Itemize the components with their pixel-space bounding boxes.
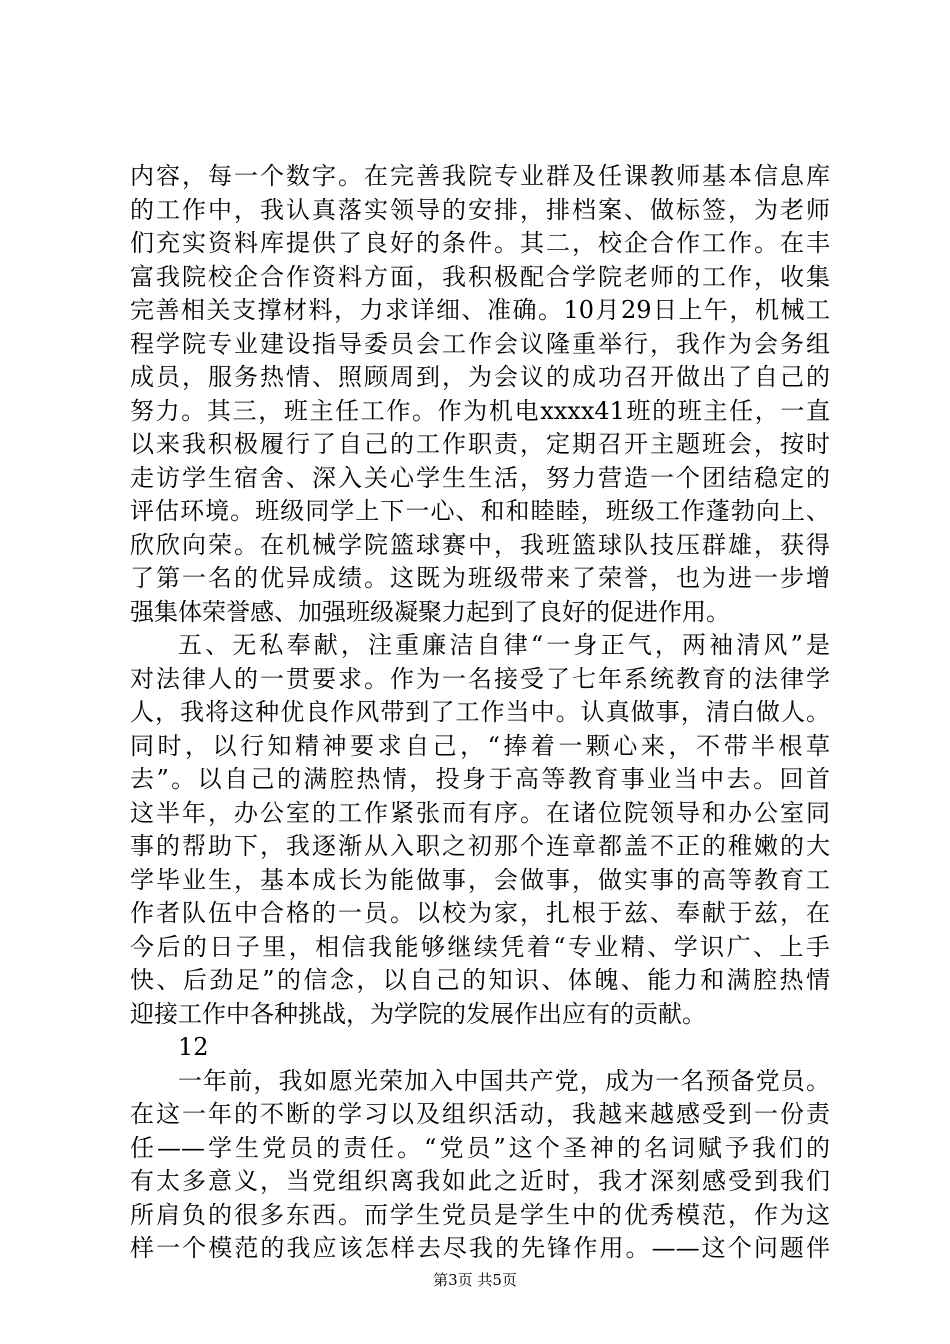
- paragraph-start-line: 五、无私奉献，注重廉洁自律“一身正气，两袖清风”是: [178, 631, 830, 659]
- text-line: 人，我将这种优良作风带到了工作当中。认真做事，清白做人。: [130, 698, 830, 726]
- text-line: 事的帮助下，我逐渐从入职之初那个连章都盖不正的稚嫩的大: [130, 832, 830, 860]
- text-line: 在这一年的不断的学习以及组织活动，我越来越感受到一份责: [130, 1100, 830, 1128]
- text-line: 以来我积极履行了自己的工作职责，定期召开主题班会，按时: [130, 430, 830, 458]
- text-line: 样一个模范的我应该怎样去尽我的先锋作用。——这个问题伴: [130, 1234, 830, 1262]
- text-line: 的工作中，我认真落实领导的安排，排档案、做标签，为老师: [130, 195, 830, 224]
- text-line: 走访学生宿舍、深入关心学生生活，努力营造一个团结稳定的: [130, 463, 830, 492]
- text-line: 程学院专业建设指导委员会工作会议隆重举行，我作为会务组: [130, 329, 830, 358]
- text-line: 努力。其三，班主任工作。作为机电xxxx41班的班主任，一直: [130, 396, 830, 425]
- inline-number: 12: [178, 1033, 209, 1061]
- text-line: 快、后劲足”的信念，以自己的知识、体魄、能力和满腔热情: [130, 966, 830, 994]
- text-line: 同时，以行知精神要求自己，“捧着一颗心来，不带半根草: [130, 731, 830, 760]
- text-line: 任——学生党员的责任。“党员”这个圣神的名词赋予我们的: [130, 1133, 830, 1162]
- text-line: 作者队伍中合格的一员。以校为家，扎根于兹、奉献于兹，在: [130, 899, 830, 927]
- text-line: 今后的日子里，相信我能够继续凭着“专业精、学识广、上手: [130, 932, 830, 961]
- text-line: 去”。以自己的满腔热情，投身于高等教育事业当中去。回首: [130, 765, 830, 793]
- text-line: 强集体荣誉感、加强班级凝聚力起到了良好的促进作用。: [130, 597, 730, 626]
- page-footer: [0, 1270, 950, 1290]
- text-line: 们充实资料库提供了良好的条件。其二，校企合作工作。在丰: [130, 229, 830, 257]
- text-line: 内容，每一个数字。在完善我院专业群及任课教师基本信息库: [130, 162, 830, 190]
- text-line: 成员，服务热情、照顾周到，为会议的成功召开做出了自己的: [130, 363, 830, 391]
- text-line: 欣欣向荣。在机械学院篮球赛中，我班篮球队技压群雄，获得: [130, 530, 830, 559]
- text-line: 迎接工作中各种挑战，为学院的发展作出应有的贡献。: [130, 999, 706, 1028]
- text-line: 富我院校企合作资料方面，我积极配合学院老师的工作，收集: [130, 262, 830, 291]
- page-number-label: 第3页 共5页: [433, 1271, 517, 1289]
- text-line: 评估环境。班级同学上下一心、和和睦睦，班级工作蓬勃向上、: [130, 497, 830, 525]
- text-line: 了第一名的优异成绩。这既为班级带来了荣誉，也为进一步增: [130, 564, 830, 592]
- text-line: 学毕业生，基本成长为能做事，会做事，做实事的高等教育工: [130, 865, 830, 894]
- text-line: 所肩负的很多东西。而学生党员是学生中的优秀模范，作为这: [130, 1200, 830, 1229]
- body-text: [130, 160, 830, 1266]
- text-line: 这半年，办公室的工作紧张而有序。在诸位院领导和办公室同: [130, 798, 830, 827]
- text-line: 有太多意义，当党组织离我如此之近时，我才深刻感受到我们: [130, 1167, 830, 1195]
- text-line: 对法律人的一贯要求。作为一名接受了七年系统教育的法律学: [130, 664, 830, 693]
- paragraph-start-line: 一年前，我如愿光荣加入中国共产党，成为一名预备党员。: [178, 1066, 830, 1095]
- text-line: 完善相关支撑材料，力求详细、准确。10月29日上午，机械工: [130, 296, 830, 324]
